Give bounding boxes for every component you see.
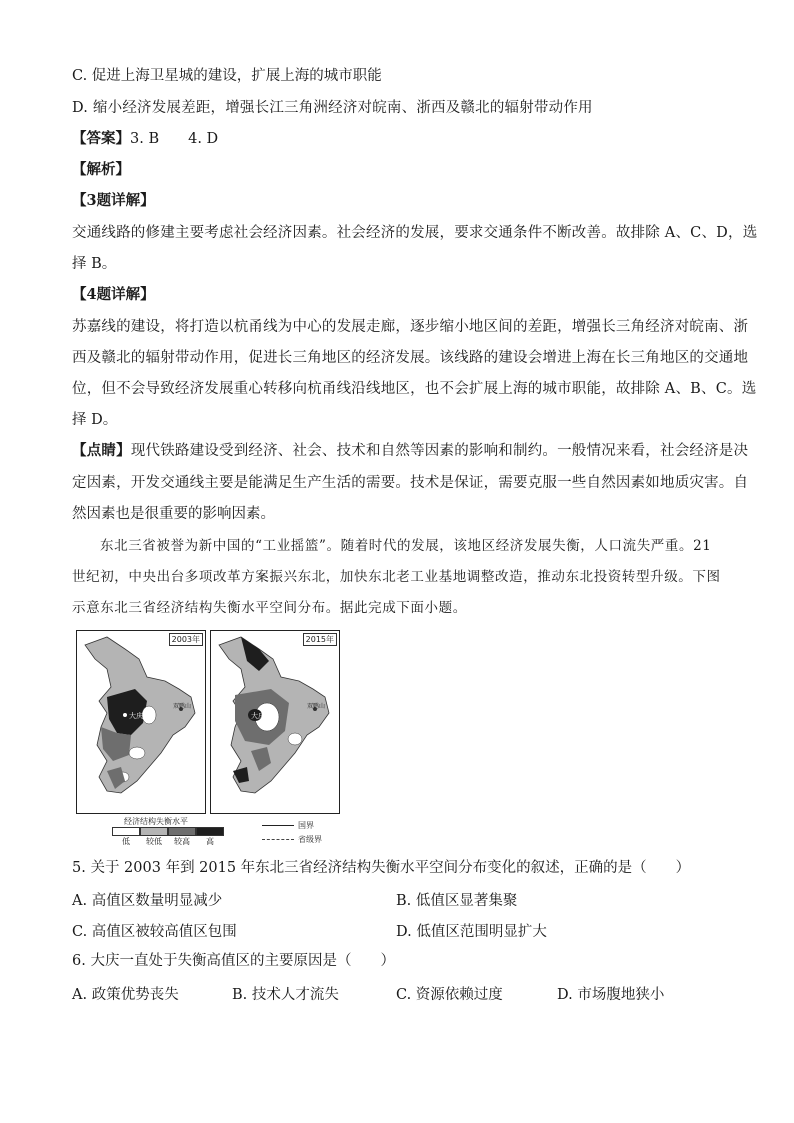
tip-text-1: 现代铁路建设受到经济、社会、技术和自然等因素的影响和制约。一般情况来看，社会经济是决 bbox=[130, 443, 749, 459]
q3-line-2: 择 B。 bbox=[72, 256, 117, 272]
q5-option-b[interactable]: B. 低值区显著集聚 bbox=[396, 893, 518, 909]
map-2015-svg bbox=[211, 631, 339, 813]
map-2003 bbox=[76, 630, 206, 814]
legend-label-lower: 较低 bbox=[146, 837, 162, 846]
figure bbox=[76, 630, 338, 848]
legend-label-low: 低 bbox=[122, 837, 130, 846]
legend-swatch-higher bbox=[168, 827, 196, 836]
tip-line-1 bbox=[72, 441, 748, 461]
shuangyashan-label-2003: 双鸭山 bbox=[173, 703, 192, 710]
daqing-label-2015: 大庆 bbox=[251, 712, 265, 720]
q6-option-d[interactable]: D. 市场腹地狭小 bbox=[557, 987, 665, 1003]
daqing-dot-2003 bbox=[123, 713, 127, 717]
q4-line-3: 位，但不会导致经济发展重心转移向杭甬线沿线地区，也不会扩展上海的城市职能，故排除 A、B、C。选 bbox=[72, 381, 757, 397]
q6-option-a[interactable]: A. 政策优势丧失 bbox=[72, 987, 179, 1003]
q3-label: 【3题详解】 bbox=[72, 192, 155, 209]
low-zone-2003-b bbox=[129, 747, 145, 759]
q6-option-b[interactable]: B. 技术人才流失 bbox=[232, 987, 339, 1003]
provincial-border-row bbox=[262, 832, 322, 846]
map-2003-year: 2003年 bbox=[169, 633, 203, 646]
tip-label: 【点睛】 bbox=[72, 442, 131, 459]
shuangyashan-label-2015: 双鸭山 bbox=[307, 703, 326, 710]
q6-stem: 6. 大庆一直处于失衡高值区的主要原因是（ ） bbox=[72, 953, 395, 969]
analysis-label: 【解析】 bbox=[72, 161, 130, 178]
q3-line-1: 交通线路的修建主要考虑社会经济因素。社会经济的发展，要求交通条件不断改善。故排除 A、C、D，选 bbox=[72, 225, 758, 241]
national-border-row bbox=[262, 818, 322, 832]
national-border-line bbox=[262, 825, 294, 826]
legend-swatch-high bbox=[196, 827, 224, 836]
answer-text: 3. B 4. D bbox=[130, 131, 219, 147]
legend-label-high: 高 bbox=[206, 837, 214, 846]
q5-option-a[interactable]: A. 高值区数量明显减少 bbox=[72, 893, 223, 909]
option-d-prev: D. 缩小经济发展差距，增强长江三角洲经济对皖南、浙西及赣北的辐射带动作用 bbox=[72, 100, 593, 116]
map-2015-year: 2015年 bbox=[303, 633, 337, 646]
low-zone-2015-b bbox=[288, 733, 302, 745]
passage-line-3: 示意东北三省经济结构失衡水平空间分布。据此完成下面小题。 bbox=[72, 600, 467, 616]
low-zone-2003-a bbox=[142, 706, 156, 724]
q5-option-d[interactable]: D. 低值区范围明显扩大 bbox=[396, 924, 547, 940]
legend-label-higher: 较高 bbox=[174, 837, 190, 846]
legend-labels bbox=[112, 836, 224, 847]
tip-line-3: 然因素也是很重要的影响因素。 bbox=[72, 506, 275, 522]
legend-swatches bbox=[112, 827, 224, 836]
daqing-label-2003: 大庆 bbox=[129, 712, 143, 720]
map-2003-svg bbox=[77, 631, 205, 813]
passage-line-1: 东北三省被誉为新中国的“工业摇篮”。随着时代的发展，该地区经济发展失衡，人口流失严重。21 bbox=[100, 538, 712, 554]
q5-stem: 5. 关于 2003 年到 2015 年东北三省经济结构失衡水平空间分布变化的叙述，正确的是（ ） bbox=[72, 860, 691, 876]
answer-label: 【答案】 bbox=[72, 130, 130, 147]
q4-label: 【4题详解】 bbox=[72, 286, 155, 303]
border-legend bbox=[262, 818, 322, 846]
q4-line-1: 苏嘉线的建设，将打造以杭甬线为中心的发展走廊，逐步缩小地区间的差距，增强长三角经济对皖南、浙 bbox=[72, 319, 749, 335]
national-border-label: 国界 bbox=[298, 820, 314, 830]
provincial-border-label: 省级界 bbox=[298, 834, 322, 844]
tip-line-2: 定因素，开发交通线主要是能满足生产生活的需要。技术是保证，需要克服一些自然因素如地质灾害。自 bbox=[72, 475, 749, 491]
q4-line-4: 择 D。 bbox=[72, 412, 118, 428]
option-c-prev: C. 促进上海卫星城的建设，扩展上海的城市职能 bbox=[72, 68, 382, 84]
answer-line bbox=[72, 129, 218, 149]
legend-swatch-lower bbox=[140, 827, 168, 836]
q6-option-c[interactable]: C. 资源依赖过度 bbox=[396, 987, 503, 1003]
legend-swatch-low bbox=[112, 827, 140, 836]
legend-title: 经济结构失衡水平 bbox=[124, 817, 188, 826]
passage-line-2: 世纪初，中央出台多项改革方案振兴东北，加快东北老工业基地调整改造，推动东北投资转型升级。下图 bbox=[72, 569, 721, 585]
provincial-border-line bbox=[262, 839, 294, 840]
q4-line-2: 西及赣北的辐射带动作用，促进长三角地区的经济发展。该线路的建设会增进上海在长三角地区的交通地 bbox=[72, 350, 749, 366]
q5-option-c[interactable]: C. 高值区被较高值区包围 bbox=[72, 924, 237, 940]
map-2015 bbox=[210, 630, 340, 814]
